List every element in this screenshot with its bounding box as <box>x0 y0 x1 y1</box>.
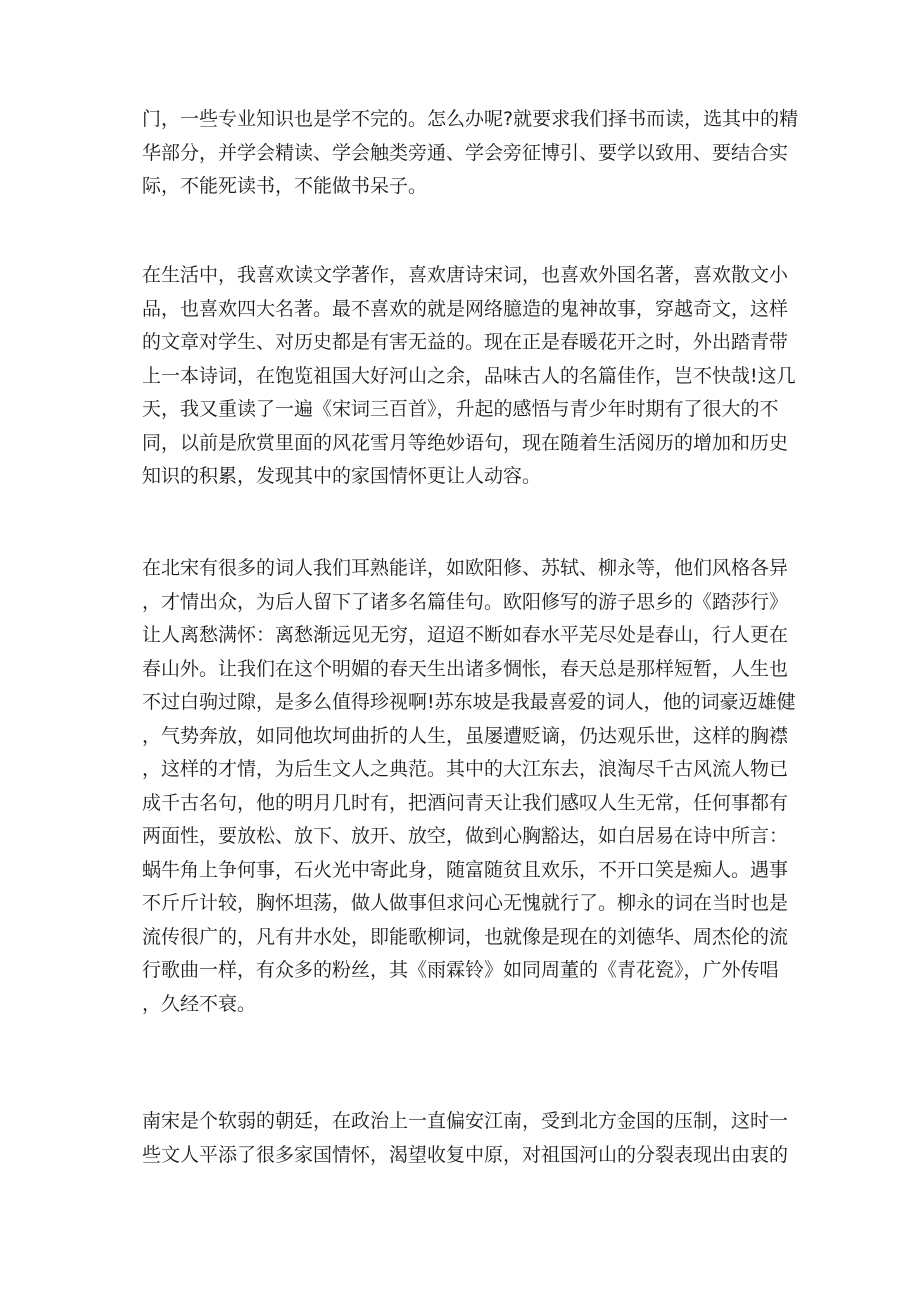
text-line: ，气势奔放，如同他坎坷曲折的人生，虽屡遭贬谪，仍达观乐世，这样的胸襟 <box>142 724 789 747</box>
text-line: 同，以前是欣赏里面的风花雪月等绝妙语句，现在随着生活阅历的增加和历史 <box>142 431 789 454</box>
text-line: 不斤斤计较，胸怀坦荡，做人做事但求问心无愧就行了。柳永的词在当时也是 <box>142 892 789 914</box>
text-line: ，久经不衰。 <box>142 992 257 1015</box>
text-line: 天，我又重读了一遍《宋词三百首》，升起的感悟与青少年时期有了很大的不 <box>142 398 779 420</box>
text-line: 际，不能死读书，不能做书呆子。 <box>142 175 428 197</box>
text-line: 不过白驹过隙，是多么值得珍视啊!苏东坡是我最喜爱的词人，他的词豪迈雄健 <box>142 691 796 713</box>
text-line: ，才情出众，为后人留下了诸多名篇佳句。欧阳修写的游子思乡的《踏莎行》 <box>142 590 789 613</box>
text-line: 些文人平添了很多家国情怀，渴望收复中原，对祖国河山的分裂表现出由衷的 <box>142 1143 789 1166</box>
text-line: 在北宋有很多的词人我们耳熟能详，如欧阳修、苏轼、柳永等，他们风格各异 <box>142 557 789 579</box>
paragraph <box>142 259 796 494</box>
text-line: 上一本诗词，在饱览祖国大好河山之余，品味古人的名篇佳作，岂不快哉!这几 <box>142 364 796 387</box>
text-line: 行歌曲一样，有众多的粉丝，其《雨霖铃》如同周董的《青花瓷》，广外传唱 <box>142 959 779 981</box>
text-line: 华部分，并学会精读、学会触类旁通、学会旁征博引、要学以致用、要结合实 <box>142 141 789 164</box>
text-line: ，这样的才情，为后生文人之典范。其中的大江东去，浪淘尽千古风流人物已 <box>142 758 789 780</box>
text-line: 品，也喜欢四大名著。最不喜欢的就是网络臆造的鬼神故事，穿越奇文，这样 <box>142 297 789 320</box>
text-line: 成千古名句，他的明月几时有，把酒问青天让我们感叹人生无常，任何事都有 <box>142 791 789 814</box>
text-line: 春山外。让我们在这个明媚的春天生出诸多惆怅，春天总是那样短暂，人生也 <box>142 657 789 680</box>
text-line: 的文章对学生、对历史都是有害无益的。现在正是春暖花开之时，外出踏青带 <box>142 331 789 353</box>
text-line: 两面性，要放松、放下、放开、放空，做到心胸豁达，如白居易在诗中所言： <box>142 825 789 847</box>
text-line: 知识的积累，发现其中的家国情怀更让人动容。 <box>142 465 542 487</box>
text-line: 门，一些专业知识也是学不完的。怎么办呢?就要求我们择书而读，选其中的精 <box>142 108 799 130</box>
text-line: 南宋是个软弱的朝廷，在政治上一直偏安江南，受到北方金国的压制，这时一 <box>142 1110 789 1132</box>
paragraph <box>142 103 799 204</box>
text-line: 蜗牛角上争何事，石火光中寄此身，随富随贫且欢乐，不开口笑是痴人。遇事 <box>142 858 789 881</box>
paragraph <box>142 1105 789 1172</box>
text-line: 在生活中，我喜欢读文学著作，喜欢唐诗宋词，也喜欢外国名著，喜欢散文小 <box>142 264 789 286</box>
paragraph <box>142 552 796 1021</box>
text-line: 流传很广的，凡有井水处，即能歌柳词，也就像是现在的刘德华、周杰伦的流 <box>142 925 789 948</box>
text-line: 让人离愁满怀：离愁渐远见无穷，迢迢不断如春水平芜尽处是春山，行人更在 <box>142 624 789 646</box>
